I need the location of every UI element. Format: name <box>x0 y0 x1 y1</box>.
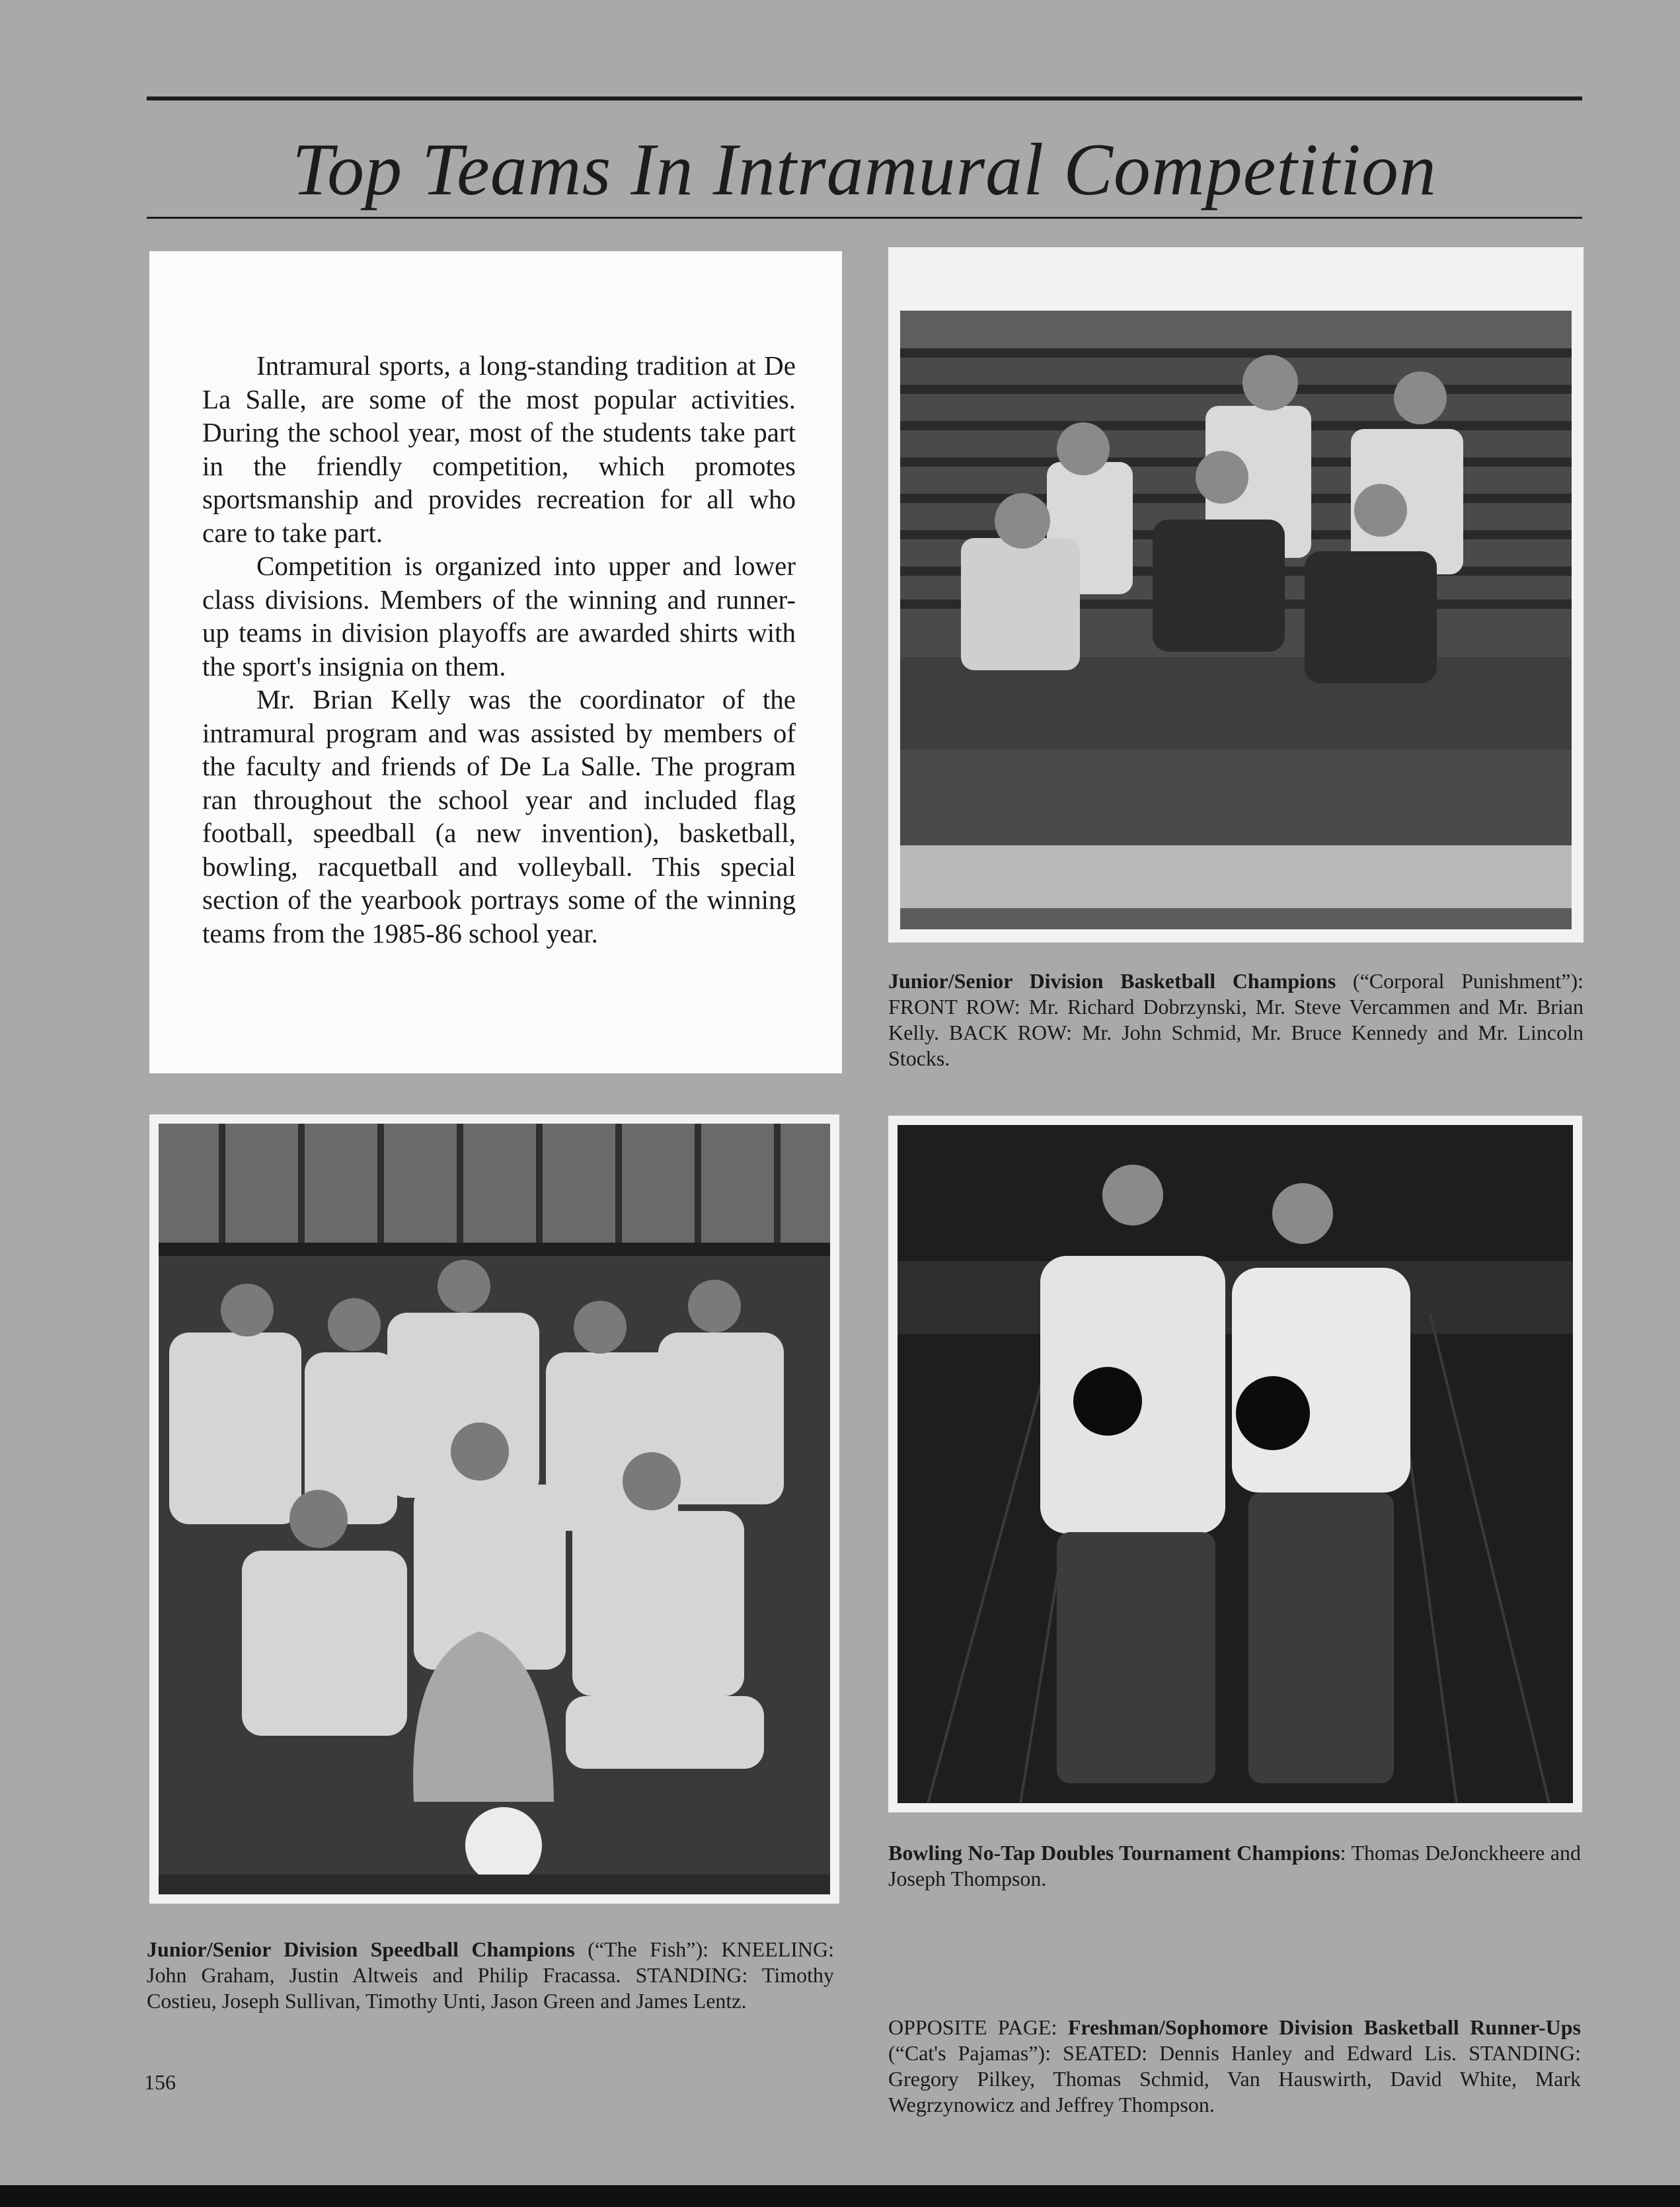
bowling-champions-photo <box>888 1116 1582 1812</box>
speedball-team-photo <box>149 1114 839 1904</box>
caption-body: (“Corporal Punishment”): FRONT ROW: Mr. Richard Dobrzynski, Mr. Steve Vercammen and Mr. Brian Kelly. BACK ROW: Mr. John Schmid, Mr. Bruce Kennedy and Mr. Lincoln Stocks. <box>888 969 1584 1070</box>
top-rule <box>147 97 1582 100</box>
opposite-page-caption <box>888 2015 1581 2118</box>
caption-heading: Junior/Senior Division Basketball Champions <box>888 969 1336 993</box>
caption-heading: Bowling No-Tap Doubles Tournament Champions <box>888 1841 1340 1865</box>
bowling-caption <box>888 1840 1581 1892</box>
basketball-team-photo <box>888 247 1584 943</box>
intro-paragraph: Intramural sports, a long-standing tradition at De La Salle, are some of the most popular activities. During the school year, most of the students take part in the friendly competition, which promotes sportsmanship and provides recreation for all who care to take part. <box>202 350 796 548</box>
caption-body: (“The Fish”): KNEELING: John Graham, Justin Altweis and Philip Fracassa. STANDING: Timothy Costieu, Joseph Sullivan, Timothy Unti, Jason Green and James Lentz. <box>147 1937 835 2013</box>
caption-body: (“Cat's Pajamas”): SEATED: Dennis Hanley and Edward Lis. STANDING: Gregory Pilkey, Thomas Schmid, Van Hauswirth, David White, Mark Wegrzynowicz and Jeffrey Thompson. <box>888 2041 1581 2116</box>
caption-body: : Thomas DeJonckheere and Joseph Thompson. <box>888 1841 1582 1890</box>
scan-edge <box>0 2185 1680 2207</box>
caption-heading: Freshman/Sophomore Division Basketball Runner-Ups <box>1067 2015 1582 2039</box>
basketball-caption <box>888 968 1584 1071</box>
page-title: Top Teams In Intramural Competition <box>292 129 1437 211</box>
title-underline <box>147 217 1582 219</box>
intro-text-box <box>149 251 842 1073</box>
intro-paragraph: Competition is organized into upper and lower class divisions. Members of the winning and runner-up teams in division playoffs are awarded shirts with the sport's insignia on them. <box>202 551 796 681</box>
caption-prefix: OPPOSITE PAGE: <box>888 2015 1068 2039</box>
intro-paragraph: Mr. Brian Kelly was the coordinator of the intramural program and was assisted by members of the faculty and friends of De La Salle. The program ran throughout the school year and included flag football, speedball (a new invention), basketball, bowling, racquetball and volleyball. This special section of the yearbook portrays some of the winning teams from the 1985-86 school year. <box>202 684 796 949</box>
caption-heading: Junior/Senior Division Speedball Champions <box>147 1937 575 1961</box>
speedball-caption <box>147 1937 834 2014</box>
page-number: 156 <box>144 2070 176 2094</box>
